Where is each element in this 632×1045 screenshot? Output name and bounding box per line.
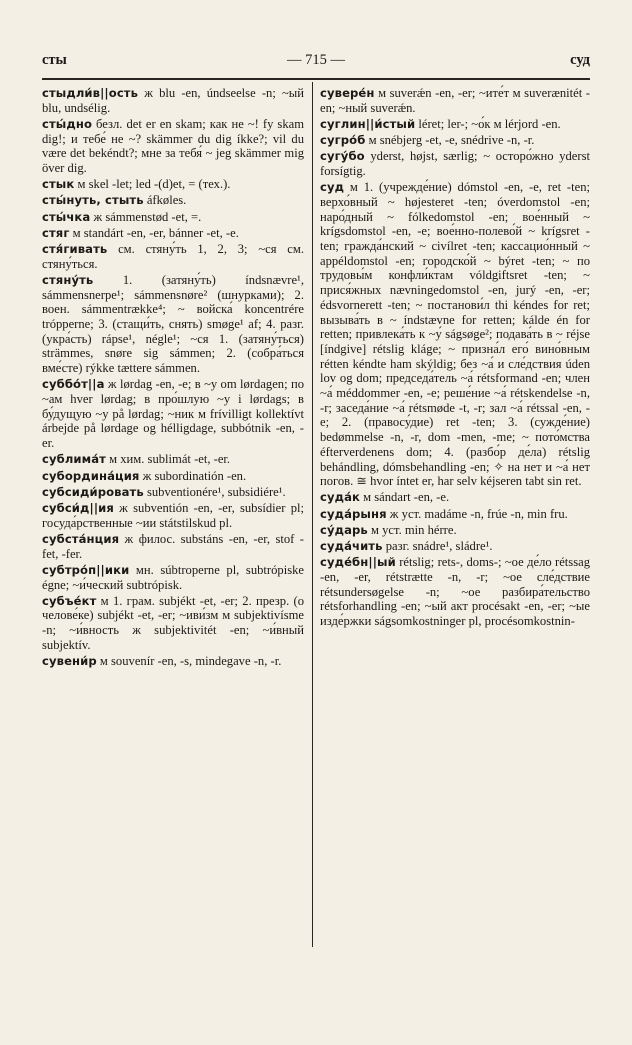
- entry-definition: разг. snádre¹, sládre¹.: [382, 539, 493, 554]
- entry-headword: субста́нция: [42, 531, 120, 546]
- entry-definition: subventionére¹, subsidiére¹.: [143, 484, 286, 499]
- dictionary-entry: [320, 133, 590, 148]
- entry-definition: ж blu -en, úndseelse -n; ~ый blu, undsélig.: [42, 86, 304, 115]
- entry-headword: субтро́п||ики: [42, 562, 130, 577]
- entry-headword: суда́к: [320, 490, 360, 505]
- header-rule: [42, 78, 590, 80]
- entry-headword: стяг: [42, 225, 70, 240]
- entry-definition: áfkøles.: [143, 193, 187, 208]
- entry-headword: стык: [42, 177, 75, 192]
- column-divider: [312, 82, 313, 947]
- entry-definition: м 1. (учрежде́ние) dómstol -en, -e, ret -ten; верхо́вный ~ højesteret -ten; óverdomstol -en; наро́дный ~ fólkedomstol -en; вое́нный ~ krígsdomstol -en, -e; вое́нно-полево́й ~ krígsret -ten; гражда́нский ~ civílret -ten; кассацио́нный ~ appéldomstol -en; городско́й ~ býret -ten; ~ по трудовы́м конфли́ктам vóldgiftsret -ten; ~ прися́жных nævningedomstol -en, jurý -en, -er; édsvornerett -ten; ~ постанови́л thi kéndes for ret; вызыва́ть в ~ índstævne for retten; kálde én for retten; привлека́ть к ~у́ ságsøge²; подава́ть в ~ réjse [índgive] rétslig kláge; ~ призна́л его́ вино́вным rétten kéndte ham skýldig; без ~а́ и сле́дствия úden lov og dom; председа́тель ~а́ rétsformand -en; член ~а́ méddommer -en, -e; реше́ние ~а́ rétskendelse -n, -r; заседа́ние ~а́ rétsmøde -t, -r; зал ~а́ rétssal -en, -e; 2. (правосу́дие) ret -ten; 3. (сужде́ние) bedømmelse -n, -r, dom -men, -me; ~ пото́мства éfterverdenens dom; 4. (разбо́р де́ла) rétslig behándling, dómsbehandling -en; ✧ на нет и ~а́ нет погов. ≅ hvor íntet er, har selv kéjseren tabt sin ret.: [320, 180, 590, 489]
- dictionary-entry: [42, 654, 304, 669]
- entry-headword: сты́дно: [42, 116, 93, 131]
- entry-definition: léret; ler-; ~о́к м lérjord -en.: [415, 116, 561, 131]
- entry-headword: сувени́р: [42, 654, 97, 669]
- entry-definition: ж филос. substáns -en, -er, stof -fet, -fer.: [42, 531, 304, 561]
- entry-definition: безл. det er en skam; как не ~! fy skam dig!; и тебе́ не ~? skämmer du dig íkke?; vil du være det bekéndt?; мне за тебя́ ~ jeg skämmer mig över dig.: [42, 116, 304, 176]
- entry-headword: суде́бн||ый: [320, 555, 396, 570]
- entry-definition: yderst, højst, særlig; ~ осторо́жно yderst forsígtig.: [320, 149, 590, 179]
- dictionary-entry: [320, 523, 590, 538]
- dictionary-entry: [42, 594, 304, 653]
- entry-headword: сты́чка: [42, 209, 91, 224]
- entry-headword: суда́чить: [320, 539, 383, 554]
- header-left-guideword: сты: [42, 52, 67, 68]
- entry-headword: суд: [320, 180, 345, 195]
- entry-definition: ж lørdag -en, -e; в ~у om lørdagen; по ~ам hver lørdag; в про́шлую ~у i lørdags; в бу́дущую ~у på lørdag; ~ник м frívilligt kollektívt árbejde på lørdage og hélligdage, subbótnik -en, -er.: [42, 377, 304, 451]
- entry-headword: сугро́б: [320, 133, 366, 148]
- dictionary-entry: [42, 377, 304, 451]
- dictionary-entry: [42, 86, 304, 115]
- dictionary-entry: [320, 507, 590, 522]
- entry-headword: сты́нуть, стыть: [42, 193, 144, 208]
- entry-definition: м sándart -en, -e.: [360, 490, 450, 505]
- entry-headword: субсиди́ровать: [42, 484, 144, 499]
- entry-headword: суглин||и́стый: [320, 116, 416, 131]
- dictionary-entry: [320, 180, 590, 489]
- dictionary-entry: [42, 117, 304, 176]
- dictionary-entry: [42, 469, 304, 484]
- dictionary-entry: [42, 210, 304, 225]
- entry-headword: стяну́ть: [42, 272, 94, 287]
- dictionary-entry: [320, 149, 590, 178]
- entry-definition: 1. (затяну́ть) índsnævre¹, sámmensnerpe¹; sámmensnøre² (шнурками); 2. воен. sámmentrække⁴; ~ войска́ koncentrére trópperne; 3. (стащи́ть, снять) smøge¹ af; 4. разг. (укра́сть) rápse¹, négle¹; ~ся 1. (затяну́ться) strämmes, snøre sig sámmen; 2. (собра́ться вме́сте) rýkke tættere sámmen.: [42, 272, 304, 376]
- entry-definition: м skel -let; led -(d)et, = (тех.).: [74, 177, 231, 192]
- entry-headword: стыдли́в||ость: [42, 86, 139, 100]
- dictionary-entry: [42, 563, 304, 592]
- entry-headword: стя́гивать: [42, 242, 108, 257]
- entry-headword: сувере́н: [320, 86, 375, 100]
- entry-headword: сублима́т: [42, 452, 106, 467]
- dictionary-entry: [42, 485, 304, 500]
- entry-headword: сугу́бо: [320, 149, 365, 164]
- entry-definition: м хим. sublimát -et, -er.: [105, 452, 231, 467]
- entry-definition: rétslig; rets-, doms-; ~ое де́ло rétssag -en, -er, rétstrætte -n, -r; ~ое сле́дствие rétsundersøgelse -n; ~ое разбира́тельство rétsforhandling -en; ~ый акт procésakt -en, -er; ~ые изде́ржки ságsomkostninger pl, procésomkostnin-: [320, 555, 590, 629]
- entry-definition: ж subventión -en, -er, subsídier pl; госуда́рственные ~ии státstilskud pl.: [42, 500, 304, 530]
- entry-headword: суббо́т||а: [42, 377, 105, 392]
- dictionary-entry: [42, 226, 304, 241]
- dictionary-entry: [320, 555, 590, 629]
- dictionary-entry: [42, 501, 304, 530]
- dictionary-entry: [320, 117, 590, 132]
- dictionary-entry: [42, 193, 304, 208]
- dictionary-entry: [320, 86, 590, 115]
- page-header: [42, 52, 590, 74]
- dictionary-entry: [42, 177, 304, 192]
- entry-definition: см. стяну́ть 1, 2, 3; ~ся см. стяну́ться.: [42, 242, 304, 271]
- dictionary-entry: [320, 539, 590, 554]
- entry-headword: субъе́кт: [42, 593, 97, 608]
- dictionary-entry: [42, 452, 304, 467]
- entry-definition: ж уст. madáme -n, frúe -n, min fru.: [386, 506, 568, 521]
- entry-definition: м suverǽn -en, -er; ~ите́т м suverænitét -en; ~ный suverǽn.: [320, 86, 590, 115]
- entry-definition: м standárt -en, -er, bánner -et, -e.: [69, 225, 239, 240]
- entry-headword: суда́рыня: [320, 506, 387, 521]
- entry-definition: ж subordinatión -en.: [139, 468, 247, 483]
- entry-headword: субордина́ция: [42, 468, 140, 483]
- entry-definition: мн. súbtroperne pl, subtrópiske égne; ~и́ческий subtrópisk.: [42, 562, 304, 592]
- entry-definition: м snébjerg -et, -e, snédrive -n, -r.: [365, 133, 535, 148]
- entry-definition: м souvenír -en, -s, mindegave -n, -r.: [96, 654, 282, 669]
- dictionary-entry: [42, 242, 304, 271]
- dictionary-entry: [320, 490, 590, 505]
- page-number: — 715 —: [287, 52, 345, 68]
- right-column: [320, 86, 590, 630]
- entry-headword: су́дарь: [320, 522, 368, 537]
- left-column: [42, 86, 304, 670]
- entry-definition: ж sámmenstød -et, =.: [90, 209, 202, 224]
- entry-definition: м уст. min hérre.: [367, 522, 457, 537]
- dictionary-entry: [42, 273, 304, 376]
- header-right-guideword: суд: [570, 52, 590, 68]
- entry-definition: м 1. грам. subjékt -et, -er; 2. презр. (о челове́ке) subjékt -et, -er; ~иви́зм м subjektivísme -n; ~и́вность ж subjektivitét -en; ~и́вный subjektív.: [42, 593, 304, 652]
- entry-headword: субси́д||ия: [42, 500, 114, 515]
- dictionary-entry: [42, 532, 304, 561]
